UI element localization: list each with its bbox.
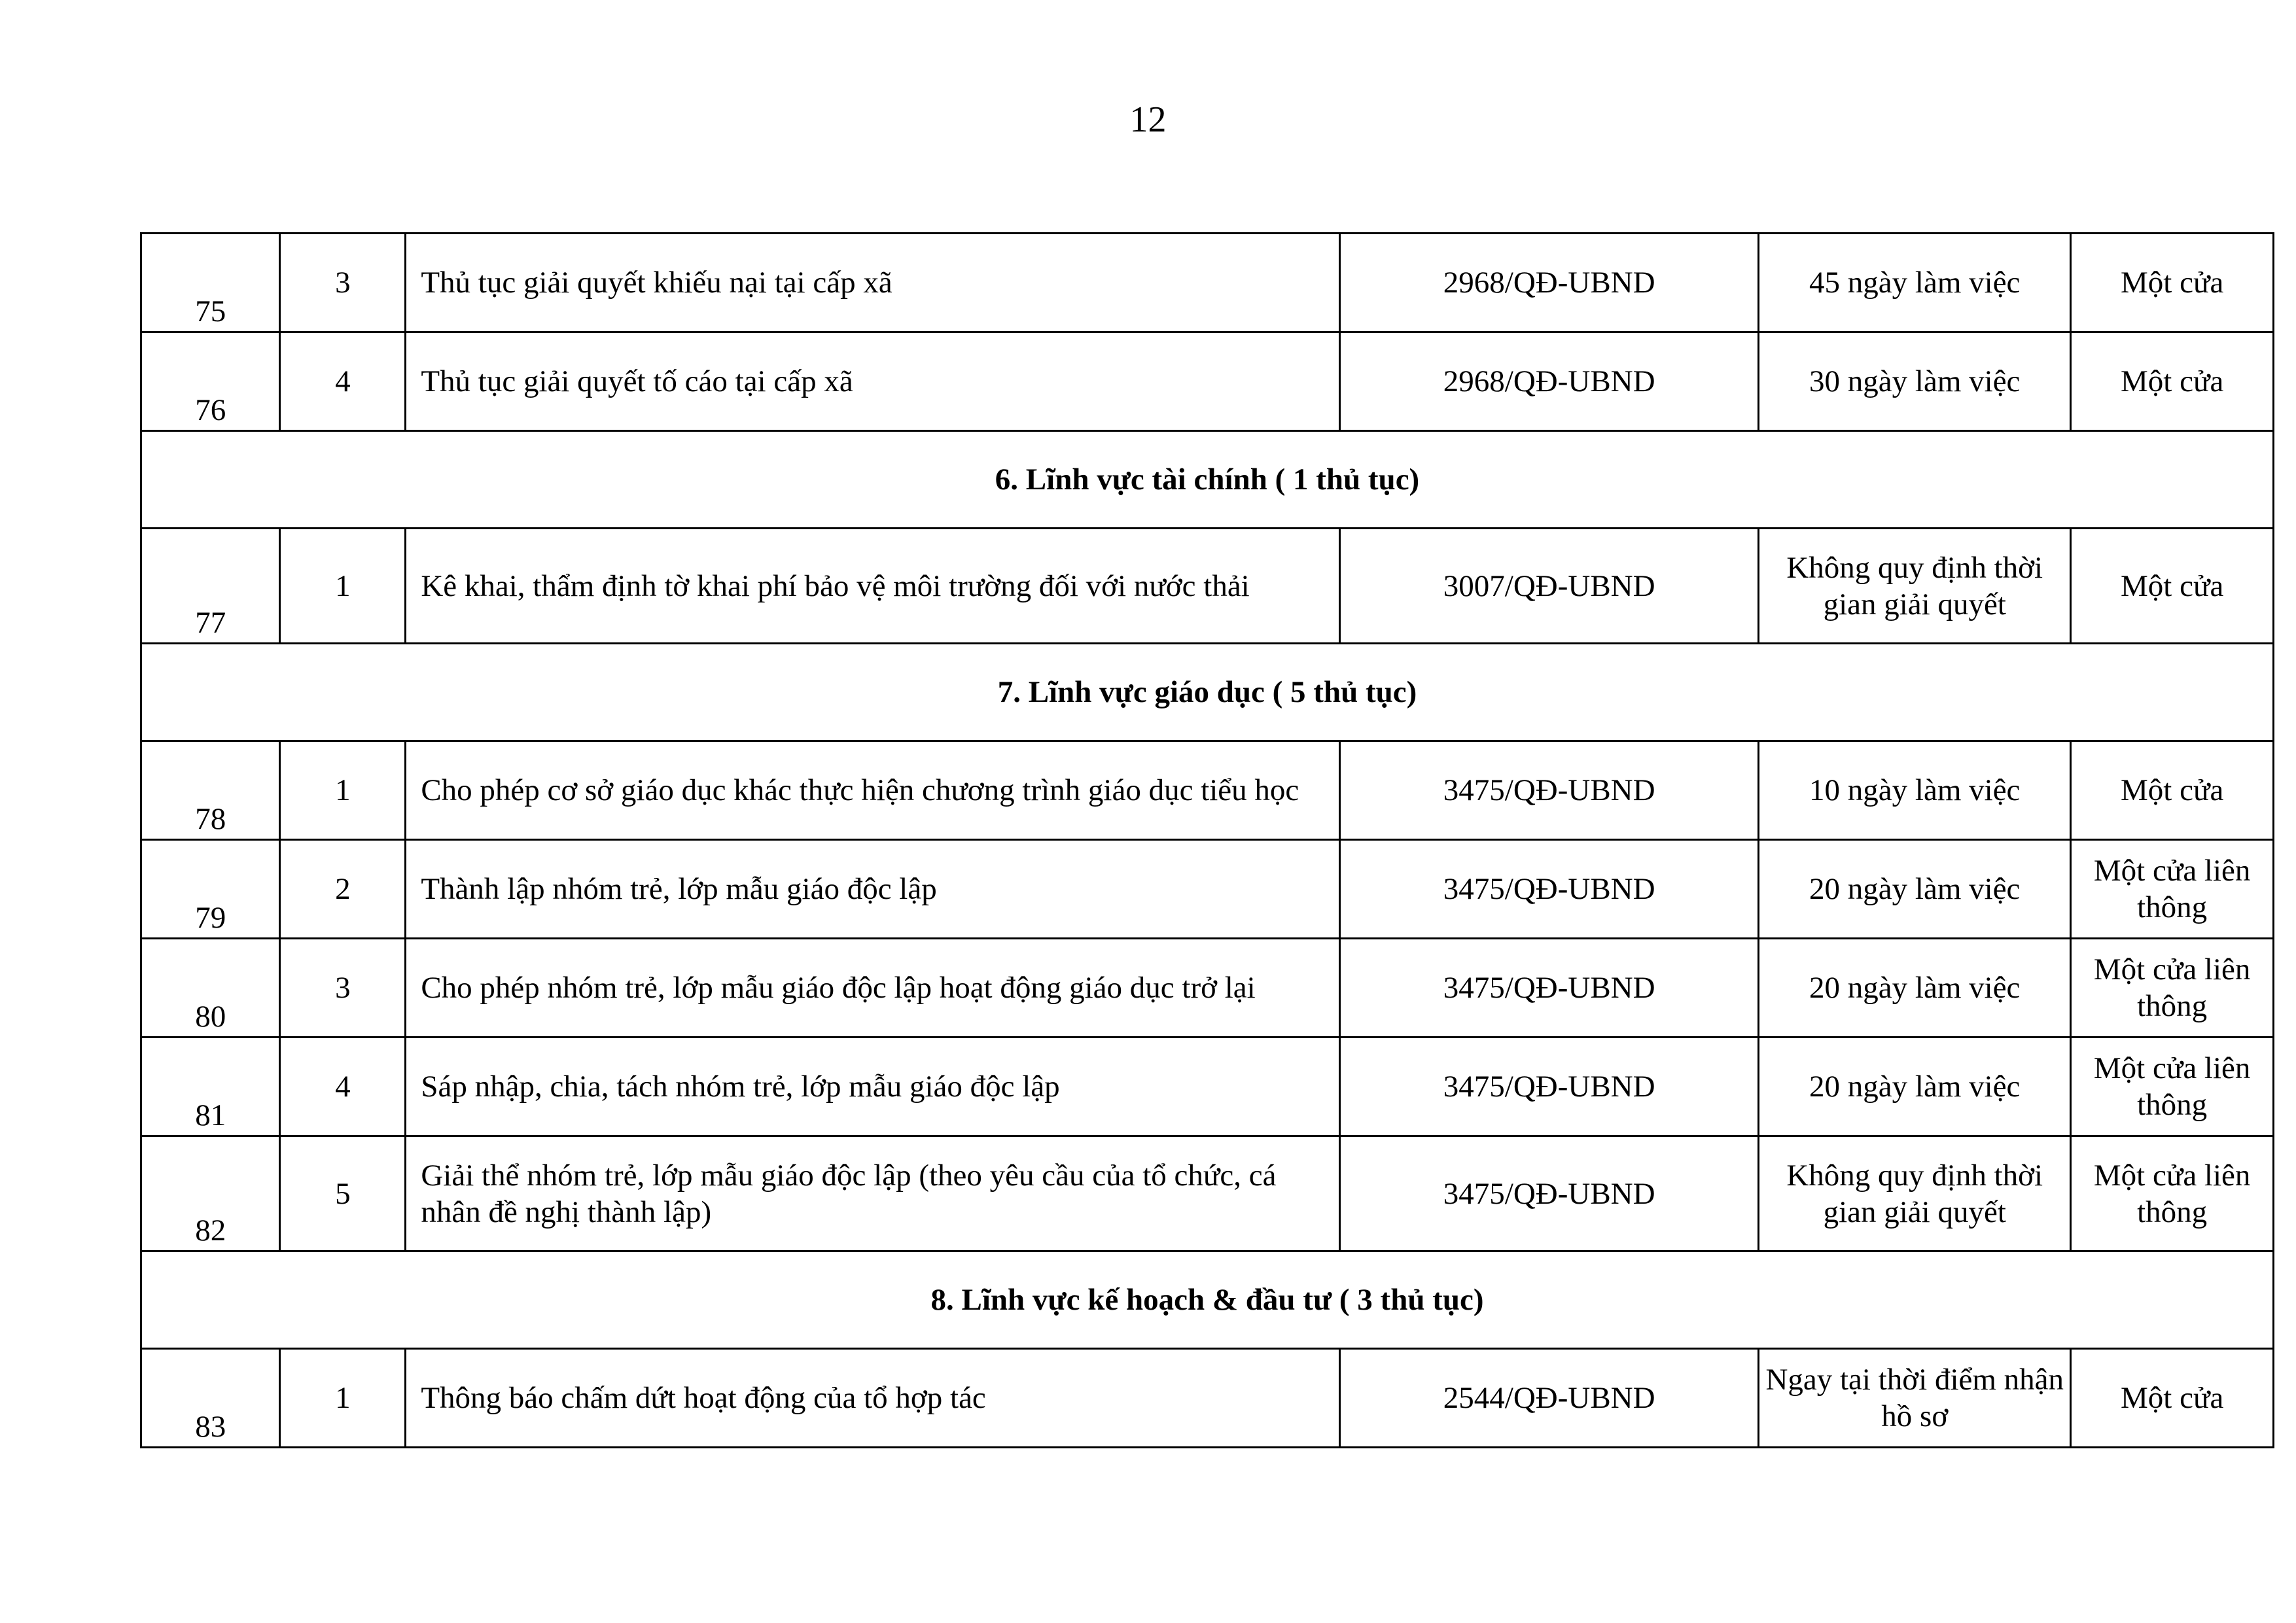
processing-time: Không quy định thời gian giải quyết [1759, 529, 2071, 644]
processing-time: 45 ngày làm việc [1759, 234, 2071, 332]
page-number: 12 [1129, 99, 1167, 140]
procedure-name: Thành lập nhóm trẻ, lớp mẫu giáo độc lập [406, 840, 1340, 939]
table-row [141, 939, 2274, 1038]
decision-number: 3475/QĐ-UBND [1340, 939, 1759, 1038]
section-row [141, 644, 2274, 741]
decision-number: 2968/QĐ-UBND [1340, 234, 1759, 332]
table-row [141, 1136, 2274, 1251]
decision-number: 3475/QĐ-UBND [1340, 840, 1759, 939]
processing-time: 20 ngày làm việc [1759, 1038, 2071, 1136]
section-index: 3 [280, 234, 406, 332]
mechanism: Một cửa [2071, 741, 2274, 840]
table-row [141, 840, 2274, 939]
processing-time: Không quy định thời gian giải quyết [1759, 1136, 2071, 1251]
section-index: 5 [280, 1136, 406, 1251]
row-number: 83 [141, 1349, 280, 1448]
procedure-name: Thủ tục giải quyết khiếu nại tại cấp xã [406, 234, 1340, 332]
decision-number: 2544/QĐ-UBND [1340, 1349, 1759, 1448]
decision-number: 3007/QĐ-UBND [1340, 529, 1759, 644]
decision-number: 2968/QĐ-UBND [1340, 332, 1759, 431]
procedures-table [140, 232, 2274, 1448]
processing-time: 20 ngày làm việc [1759, 840, 2071, 939]
row-number: 75 [141, 234, 280, 332]
row-number: 82 [141, 1136, 280, 1251]
processing-time: 20 ngày làm việc [1759, 939, 2071, 1038]
processing-time: 10 ngày làm việc [1759, 741, 2071, 840]
row-number: 77 [141, 529, 280, 644]
section-row [141, 1251, 2274, 1349]
table-row [141, 741, 2274, 840]
processing-time: 30 ngày làm việc [1759, 332, 2071, 431]
decision-number: 3475/QĐ-UBND [1340, 1038, 1759, 1136]
row-number: 80 [141, 939, 280, 1038]
mechanism: Một cửa [2071, 1349, 2274, 1448]
section-title: 8. Lĩnh vực kế hoạch & đầu tư ( 3 thủ tục) [141, 1251, 2274, 1349]
table-row [141, 1038, 2274, 1136]
section-index: 1 [280, 741, 406, 840]
mechanism: Một cửa [2071, 332, 2274, 431]
mechanism: Một cửa liên thông [2071, 939, 2274, 1038]
row-number: 81 [141, 1038, 280, 1136]
processing-time: Ngay tại thời điểm nhận hồ sơ [1759, 1349, 2071, 1448]
procedure-name: Cho phép cơ sở giáo dục khác thực hiện chương trình giáo dục tiểu học [406, 741, 1340, 840]
mechanism: Một cửa [2071, 529, 2274, 644]
mechanism: Một cửa liên thông [2071, 1136, 2274, 1251]
procedure-name: Cho phép nhóm trẻ, lớp mẫu giáo độc lập hoạt động giáo dục trở lại [406, 939, 1340, 1038]
procedure-name: Thủ tục giải quyết tố cáo tại cấp xã [406, 332, 1340, 431]
procedure-name: Kê khai, thẩm định tờ khai phí bảo vệ môi trường đối với nước thải [406, 529, 1340, 644]
section-index: 3 [280, 939, 406, 1038]
table-row [141, 332, 2274, 431]
row-number: 79 [141, 840, 280, 939]
section-index: 4 [280, 332, 406, 431]
section-row [141, 431, 2274, 529]
mechanism: Một cửa liên thông [2071, 840, 2274, 939]
section-title: 6. Lĩnh vực tài chính ( 1 thủ tục) [141, 431, 2274, 529]
decision-number: 3475/QĐ-UBND [1340, 741, 1759, 840]
mechanism: Một cửa [2071, 234, 2274, 332]
procedure-name: Sáp nhập, chia, tách nhóm trẻ, lớp mẫu giáo độc lập [406, 1038, 1340, 1136]
section-index: 4 [280, 1038, 406, 1136]
table-row [141, 529, 2274, 644]
row-number: 78 [141, 741, 280, 840]
procedure-name: Thông báo chấm dứt hoạt động của tổ hợp tác [406, 1349, 1340, 1448]
mechanism: Một cửa liên thông [2071, 1038, 2274, 1136]
table-row [141, 1349, 2274, 1448]
section-index: 1 [280, 529, 406, 644]
procedure-name: Giải thể nhóm trẻ, lớp mẫu giáo độc lập (theo yêu cầu của tổ chức, cá nhân đề nghị thành lập) [406, 1136, 1340, 1251]
section-index: 1 [280, 1349, 406, 1448]
table-row [141, 234, 2274, 332]
section-title: 7. Lĩnh vực giáo dục ( 5 thủ tục) [141, 644, 2274, 741]
row-number: 76 [141, 332, 280, 431]
decision-number: 3475/QĐ-UBND [1340, 1136, 1759, 1251]
section-index: 2 [280, 840, 406, 939]
